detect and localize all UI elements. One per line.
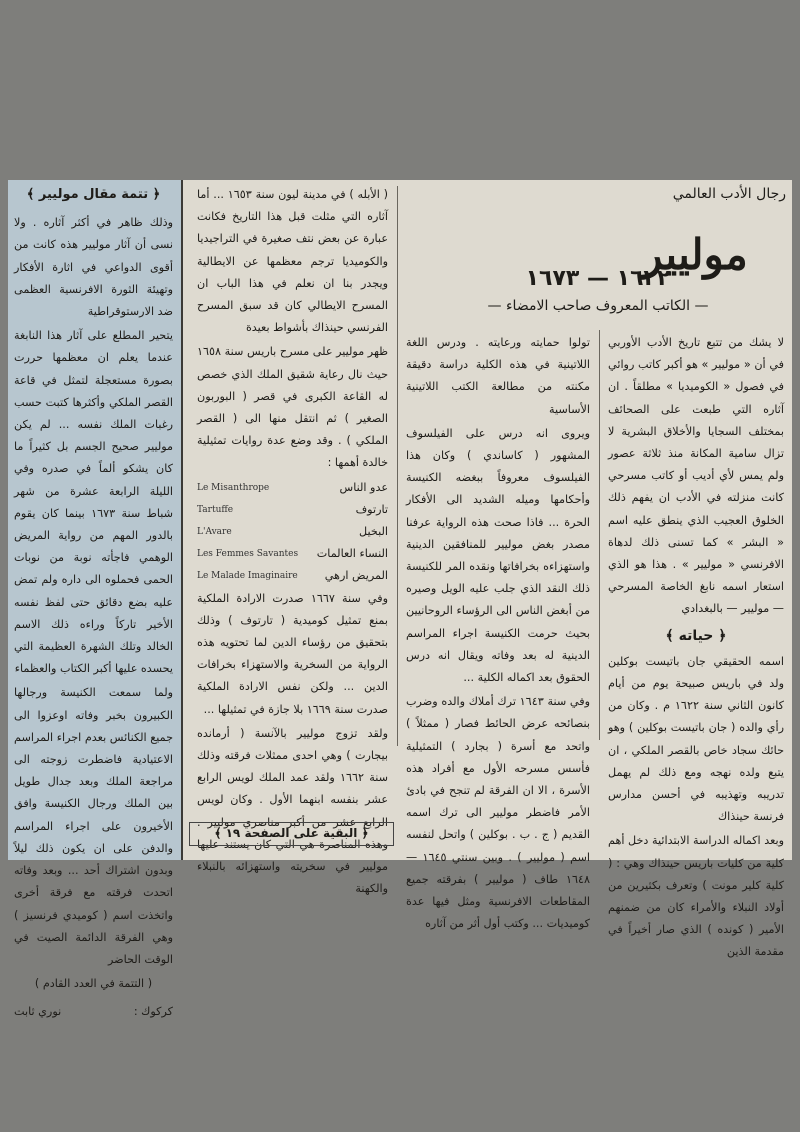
article-subtitle: — الكاتب المعروف صاحب الامضاء — xyxy=(487,298,709,314)
section-heading: ﴿ حياته ﴾ xyxy=(665,627,727,644)
byline xyxy=(14,1001,173,1023)
continued-on-page: ﴿ البقية على الصفحة ١٩ ﴾ xyxy=(189,822,394,846)
byline-author: نوري ثابت xyxy=(14,1005,62,1019)
life-dates: ١٦٢٢ — ١٦٧٣ xyxy=(525,266,671,291)
play-item xyxy=(197,543,388,565)
play-title-ar: تارتوف xyxy=(355,502,388,516)
play-title-fr: L'Avare xyxy=(197,527,232,538)
box-heading: ﴿ تتمة مقال موليير ﴾ xyxy=(26,187,161,202)
article-paragraph: وفي سنة ١٦٤٣ ترك أملاك والده وضرب بنصائحه عرض الحائط فصار ( ممثلاً ) واتحد مع أسرة ( بجارد ) التمثيلية فأسس مسرحه الأول مع أفراد هذه الأسرة ، الا ان الفرقة لم تنجح في بادئ الأمر فاضطر موليير الى ترك اسمه القديم ( ج . ب . بوكلين ) واتحل لنفسه اسم ( موليير ) . وبين سنتي ١٦٤٥ — ١٦٤٨ طاف ( موليير ) بفرقته جميع المقاطعات الافرنسية ومثل فيها عدة كوميديات ... وكتب أول أثر من آثاره xyxy=(406,695,590,931)
article-title: موليير xyxy=(642,230,748,279)
play-item xyxy=(197,565,388,587)
series-label: رجال الأدب العالمي xyxy=(672,186,786,202)
article-paragraph: ظهر موليير على مسرح باريس سنة ١٦٥٨ حيث نال رعاية شقيق الملك الذي خصص له القاعة الكبرى في قصر ( البوربون الصغير ) ثم انتقل منها الى ( القصر الملكي ) . وقد وضع عدة روايات تمثيلية خالدة أهمها : xyxy=(197,345,388,470)
magazine-page xyxy=(8,180,792,1019)
play-item xyxy=(197,477,388,499)
article-paragraph: وبعد اكماله الدراسة الابتدائية دخل أهم كلية من كليات باريس حينذاك وهي : ( كلية كلير مونت ) وتعرف بكثيرين من أولاد النبلاء والأمراء كان من ضمنهم الأمير ( كونده ) الذي صار أخيراً في مقدمة الذين xyxy=(608,834,784,959)
plays-list xyxy=(197,477,388,588)
play-title-ar: المريض ارهي xyxy=(324,569,388,583)
article-column-2 xyxy=(189,180,394,896)
play-title-fr: Le Misanthrope xyxy=(197,482,270,493)
play-title-ar: عدو الناس xyxy=(339,480,388,494)
article-paragraph: ويروى انه درس على الفيلسوف المشهور ( كاساندي ) وكان هذا الفيلسوف معروفاً ببغضه الكنيسة وأحكامها وميله الشديد الى الأفكار الحرة ... فاذا صحت هذه الرواية عرفنا مصدر بغض موليير للمنافقين الدينية واستهزاءه بخرافاتها ونقده المر للكنيسة ذلك النقد الذي جلب عليه الويل وصيره من أبغض الناس الى الرؤساء الروحانيين بحيث حرمت الكنيسة اجراء المراسم الدينية له بعد وفاته ويقال انه درس الحقوق بعد اكماله الكلية ... xyxy=(406,426,590,685)
continued-note: ( التتمة في العدد القادم ) xyxy=(34,977,153,991)
play-title-fr: Le Malade Imaginaire xyxy=(197,571,298,582)
article-paragraph: ( الأبله ) في مدينة ليون سنة ١٦٥٣ ... أما آثاره التي مثلت قبل هذا التاريخ فكانت عبارة عن بعض نتف صغيرة في التراجيديا والكوميديا ترجم معظمها عن الايطالية ويجدر بنا ان نعلم في هذا الباب ان المسرح الايطالي كان قد سبق المسرح الفرنسي حينذاك بأشواط بعيدة xyxy=(197,188,388,335)
article-paragraph: لا يشك من تتبع تاريخ الأدب الأوربي في أن « موليير » هو أكبر كاتب روائي في فصول « الكوميديا » مطلقاً . ان آثاره التي طبعت على الصحائف بمختلف السجايا والأخلاق البشرية لا تزال سامية المكانة منذ ثلاثة عصور ولم يمس لأي أديب أو كاتب مسرحي كانت منزلته في الأدب ان يفهم ذلك الخلوق العجيب الذي ينطق عليه اسم « البشر » كما تسنى ذلك لدهاة الافرنسي « موليير » . هذا هو الذي استعار اسمه نابغ الخاصة المسرحي — موليير — بالبغدادي xyxy=(608,336,784,616)
play-title-fr: Les Femmes Savantes xyxy=(197,549,299,560)
play-title-fr: Tartuffe xyxy=(197,504,234,515)
article-paragraph: اسمه الحقيقي جان باتيست بوكلين ولد في باريس صبيحة يوم من أيام كانون الثاني سنة ١٦٢٢ م . وكان من رأي والده ( جان باتيست بوكلين ) وهو حائك سجاد خاص بالقصر الملكي ، ان يتبع ولده نهجه ومع ذلك لم يهمل تدريبه وتهذيبه في أحسن مدارس فرنسة حينذاك xyxy=(608,654,784,824)
play-title-ar: النساء العالمات xyxy=(316,547,388,561)
column-divider xyxy=(397,186,398,746)
play-title-ar: البخيل xyxy=(359,525,388,539)
play-item xyxy=(197,499,388,521)
article-paragraph: ولقد تزوج موليير بالآنسة ( أرمانده بيجارت ) وهي احدى ممثلات فرقته وذلك سنة ١٦٦٢ ولقد عمد الملك لويس الرابع عشر بنفسه ابنهما الأول . وكان لويس الرابع عشر من أكبر مناصري موليير . وهذه المناصرة هي التي كان يستند عليها موليير في سخريته واستهزائه بالنبلاء والكهنة xyxy=(197,726,388,896)
byline-place: كركوك : xyxy=(133,1005,173,1019)
play-item xyxy=(197,521,388,543)
article-paragraph: تولوا حمايته ورعايته . ودرس اللغة اللاتينية في هذه الكلية دراسة دقيقة مكنته من مطالعة الكتب اللاتينية الأساسية xyxy=(406,336,590,416)
box-paragraph: ولما سمعت الكنيسة ورجالها الكبيرون بخبر وفاته اوعزوا الى جميع الكنائس بعدم اجراء المراسم الاعتيادية فاضطرت زوجته الى مراجعة الملك وبعد جدال طويل بين الملك ورجال الكنيسة وافق الأخيرون على اجراء المراسم والدفن على ان يكون ذلك ليلاً وبدون اشتراك أحد ... وبعد وفاته اتحدت فرقته مع فرقة أخرى واتخذت اسم ( كوميدي فرنسيز ) وهي الفرقة الدائمة الصيت في الوقت الحاضر xyxy=(14,686,173,966)
box-paragraph: يتحير المطلع على آثار هذا النابغة عندما يعلم ان معظمها حررت بصورة مستعجلة لتمثل في قاعة القصر الملكي وأكثرها كتبت حسب رغبات الملك نفسه ... لم يكن موليير صحيح الجسم بل كثيراً ما كان يشكو ألماً في صدره وفي الليلة الرابعة عشرة من شهر شباط سنة ١٦٧٣ بينما كان يقوم بالدور المهم من رواية المريض الوهمي فاجأته نوبة من نوبات الحمى فحملوه الى داره ولم تمض عليه بضع دقائق حتى لفظ نفسه الأخير تاركاً وراءه ذلك الاسم الخالد وتلك الشهرة العظيمة التي يحسده عليها أكبر الكتاب والعظماء xyxy=(14,329,173,676)
continuation-box xyxy=(8,180,183,1019)
column-divider xyxy=(599,330,600,740)
box-paragraph: وذلك ظاهر في أكثر آثاره . ولا نسى أن آثار موليير هذه كانت من أقوى الدواعي في اثارة الأفكار وتهيئة الثورة الافرنسية العظمى ضد الارستوقراطية xyxy=(14,216,173,319)
article-paragraph: وفي سنة ١٦٦٧ صدرت الارادة الملكية بمنع تمثيل كوميدية ( تارتوف ) وذلك بتحقيق من رؤساء الدين لما تحتويه هذه الرواية من السخرية والاستهزاء بخرافات الدين ... ولكن نفس الارادة الملكية صدرت سنة ١٦٦٩ بلا جازة في تمثيلها ... xyxy=(197,591,389,716)
